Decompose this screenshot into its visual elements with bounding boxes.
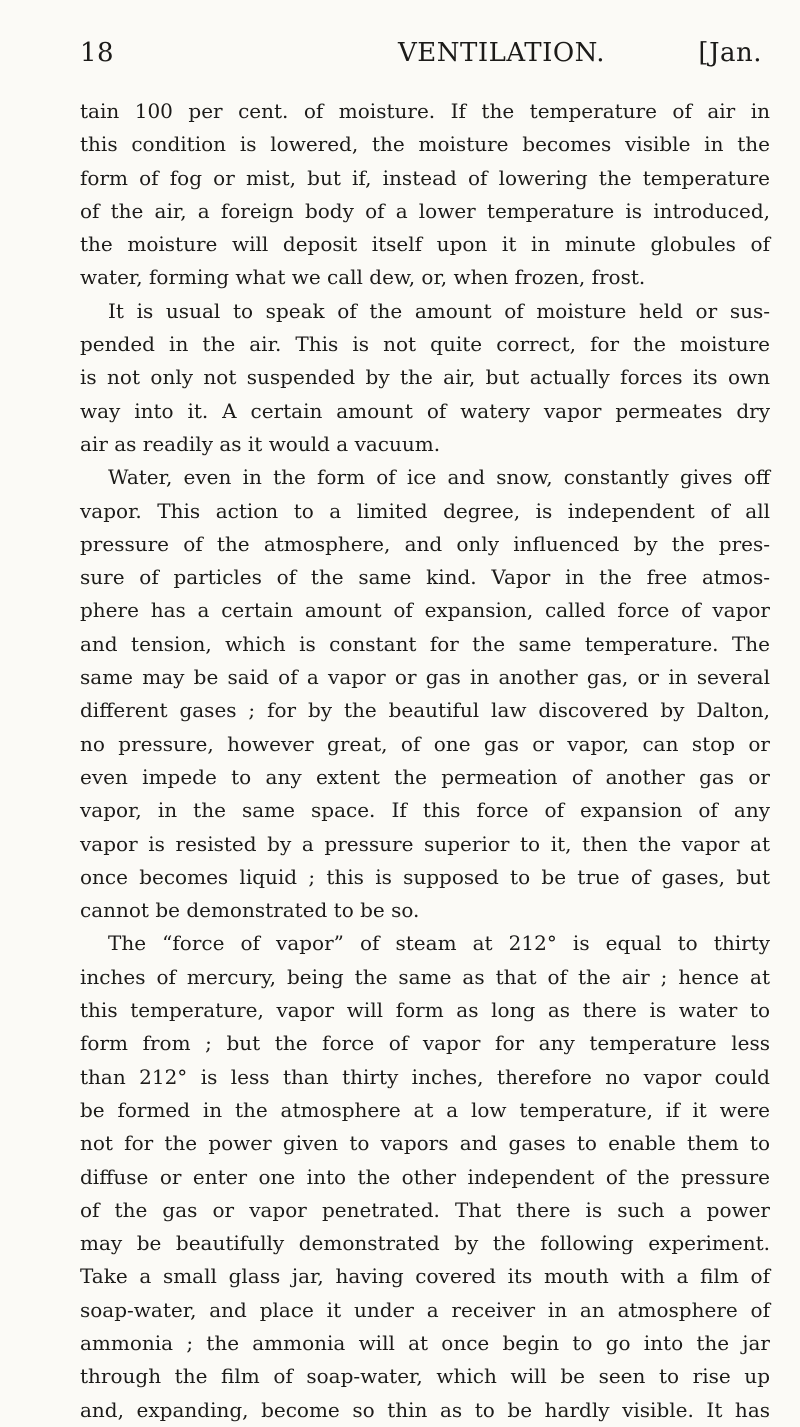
- text-line: different gases ; for by the beautiful law discovered by Dalton,: [80, 698, 770, 723]
- text-line: Take a small glass jar, having covered its mouth with a film of: [80, 1264, 770, 1289]
- text-line: be formed in the atmosphere at a low temperature, if it were: [80, 1097, 770, 1122]
- text-line: pended in the air. This is not quite correct, for the moisture: [80, 332, 770, 357]
- text-line: even impede to any extent the permeation of another gas or: [80, 764, 770, 789]
- text-line: no pressure, however great, of one gas or vapor, can stop or: [80, 731, 770, 756]
- text-line: phere has a certain amount of expansion, called force of vapor: [80, 598, 770, 623]
- text-line: and, expanding, become so thin as to be hardly visible. It has: [80, 1397, 770, 1422]
- text-line: cannot be demonstrated to be so.: [80, 898, 420, 923]
- text-line: once becomes liquid ; this is supposed to be true of gases, but: [80, 864, 770, 889]
- text-line: and tension, which is constant for the same temperature. The: [80, 631, 770, 656]
- text-line: of the gas or vapor penetrated. That there is such a power: [80, 1197, 770, 1222]
- text-line: same may be said of a vapor or gas in another gas, or in several: [80, 665, 770, 690]
- text-line: inches of mercury, being the same as that of the air ; hence at: [80, 964, 770, 989]
- running-section: [Jan.: [698, 38, 762, 68]
- text-line: Water, even in the form of ice and snow, constantly gives off: [108, 465, 770, 490]
- text-line: than 212° is less than thirty inches, therefore no vapor could: [80, 1064, 770, 1089]
- text-line: vapor, in the same space. If this force of expansion of any: [80, 798, 770, 823]
- body-text: [80, 95, 770, 1427]
- page-number: 18: [80, 38, 115, 68]
- text-line: pressure of the atmosphere, and only influenced by the pres-: [80, 531, 770, 556]
- text-line: tain 100 per cent. of moisture. If the temperature of air in: [80, 99, 770, 123]
- text-line: sure of particles of the same kind. Vapor in the free atmos-: [80, 565, 770, 590]
- text-line: through the film of soap-water, which will be seen to rise up: [80, 1364, 770, 1389]
- running-title: VENTILATION.: [398, 38, 606, 68]
- text-line: this condition is lowered, the moisture becomes visible in the: [80, 132, 770, 157]
- text-line: way into it. A certain amount of watery vapor permeates dry: [80, 398, 770, 423]
- running-head: [80, 38, 770, 78]
- text-line: is not only not suspended by the air, but actually forces its own: [80, 365, 770, 390]
- text-line: The “force of vapor” of steam at 212° is equal to thirty: [108, 931, 770, 956]
- text-line: not for the power given to vapors and gases to enable them to: [80, 1131, 770, 1156]
- text-line: soap-water, and place it under a receiver in an atmosphere of: [80, 1297, 770, 1322]
- text-line: form from ; but the force of vapor for any temperature less: [80, 1031, 770, 1056]
- text-line: water, forming what we call dew, or, when frozen, frost.: [80, 265, 646, 290]
- text-line: ammonia ; the ammonia will at once begin to go into the jar: [80, 1330, 770, 1355]
- text-line: vapor. This action to a limited degree, is independent of all: [80, 498, 770, 523]
- text-line: of the air, a foreign body of a lower temperature is introduced,: [80, 198, 770, 223]
- text-line: may be beautifully demonstrated by the following experiment.: [80, 1231, 770, 1256]
- text-line: the moisture will deposit itself upon it in minute globules of: [80, 232, 770, 257]
- text-line: diffuse or enter one into the other independent of the pressure: [80, 1164, 770, 1189]
- text-line: vapor is resisted by a pressure superior to it, then the vapor at: [80, 831, 770, 856]
- text-line: this temperature, vapor will form as long as there is water to: [80, 998, 770, 1023]
- text-line: form of fog or mist, but if, instead of lowering the temperature: [80, 165, 770, 190]
- text-line: air as readily as it would a vacuum.: [80, 431, 441, 456]
- text-line: It is usual to speak of the amount of moisture held or sus-: [108, 298, 770, 323]
